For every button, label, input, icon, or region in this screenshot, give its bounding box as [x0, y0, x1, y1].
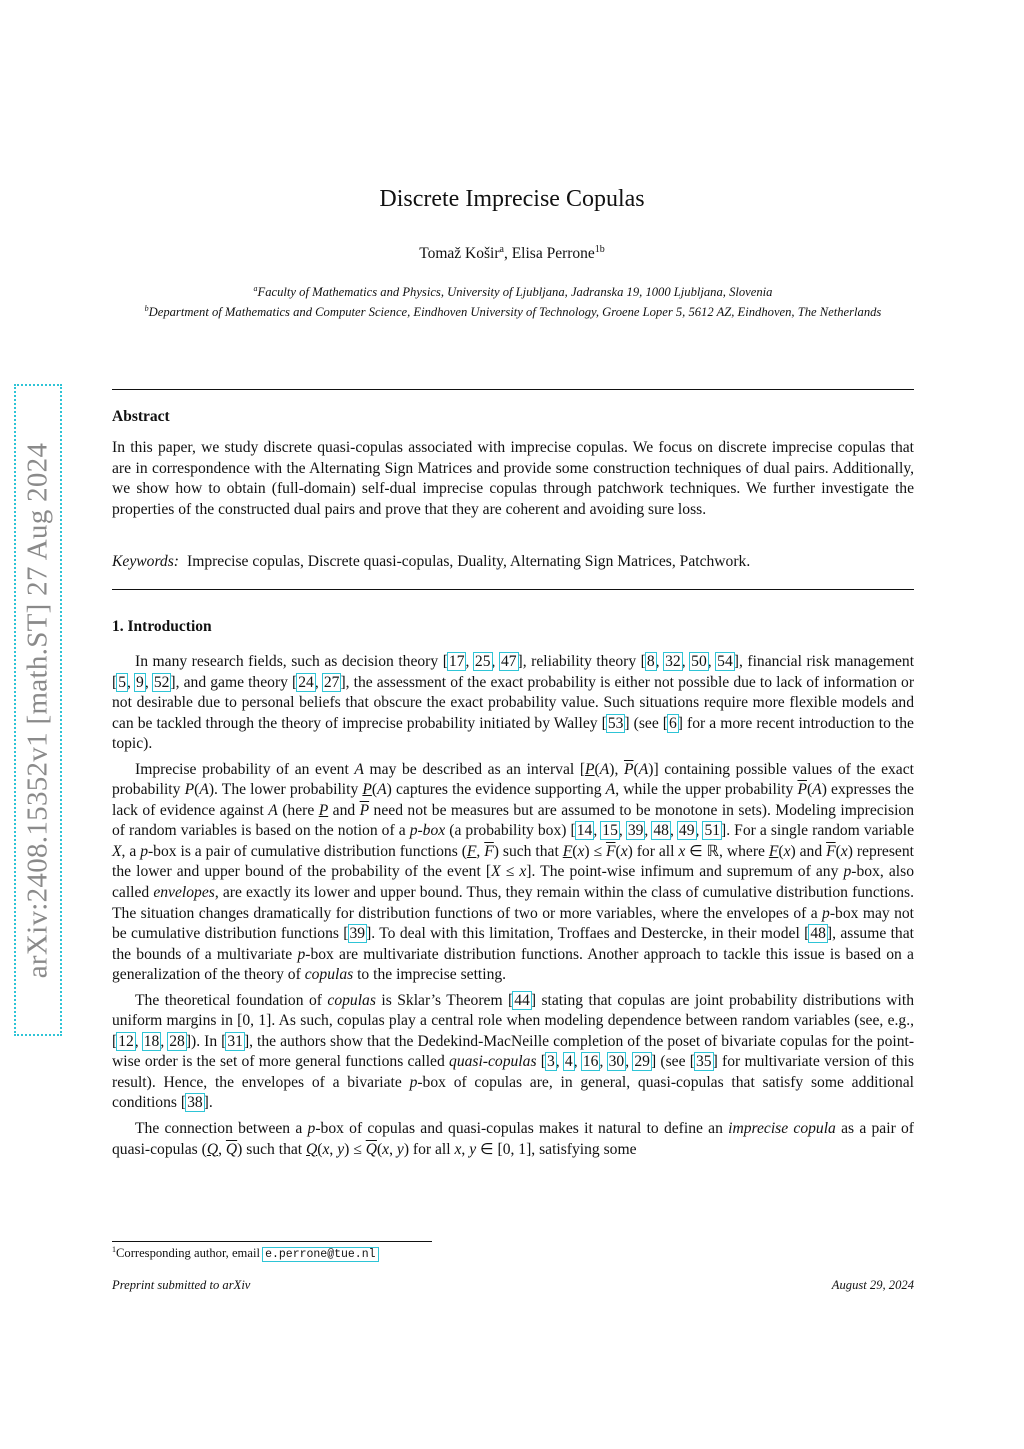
citation-link[interactable]: 51 [704, 822, 721, 840]
email-link[interactable]: e.perrone@tue.nl [265, 1248, 376, 1262]
keywords [112, 553, 914, 571]
citation-link[interactable]: 44 [514, 991, 530, 1009]
citation-link[interactable]: 39 [627, 822, 644, 840]
citation-link[interactable]: 8 [646, 653, 655, 670]
citation-link[interactable]: 24 [298, 673, 314, 691]
citation-link[interactable]: 32 [665, 653, 681, 670]
footnote-mark: 1 [112, 1245, 116, 1254]
citation-link[interactable]: 31 [227, 1032, 243, 1050]
affiliation-text: Department of Mathematics and Computer Science, Eindhoven University of Technology, Groene Loper 5, 5612 AZ, Eindhoven, The Netherlands [148, 304, 882, 319]
citation-link[interactable]: 47 [500, 653, 517, 670]
author-name: Tomaž Košir [419, 245, 500, 263]
citation-link[interactable]: 53 [607, 714, 624, 732]
arxiv-identifier-text: arXiv:2408.15352v1 [math.ST] 27 Aug 2024 [21, 442, 54, 978]
footer-date: August 29, 2024 [831, 1278, 914, 1292]
citation-link[interactable]: 4 [564, 1053, 573, 1071]
abstract-bottom-rule [112, 589, 914, 590]
citation-link[interactable]: 5 [118, 673, 126, 691]
section-heading-introduction: 1. Introduction [112, 618, 212, 635]
citation-link[interactable]: 28 [169, 1032, 185, 1050]
arxiv-identifier-stamp[interactable] [14, 384, 62, 1036]
author-affiliation-mark: a [499, 244, 504, 255]
citation-link[interactable]: 30 [608, 1053, 625, 1071]
citation-link[interactable]: 27 [323, 673, 340, 691]
citation-link[interactable]: 48 [653, 822, 669, 840]
citation-link[interactable]: 6 [669, 714, 677, 732]
citation-link[interactable]: 38 [187, 1094, 203, 1112]
citation-link[interactable]: 35 [695, 1053, 712, 1071]
paragraph: The connection between a p-box of copulas and quasi-copulas makes it natural to define an imprecise copula as a pair of quasi-copulas (Q, $\overline{Q}$) such that Q(x, $y) \le \overline{Q}(x$, y) for all x, y ∈ [0, 1], satisfying some [112, 1120, 914, 1158]
footnote-text: Corresponding author, email [116, 1246, 264, 1261]
author-affiliation-mark: 1b [594, 244, 605, 255]
citation-link[interactable]: 9 [136, 673, 144, 691]
footer-preprint-note: Preprint submitted to arXiv [112, 1278, 251, 1292]
keywords-list: Imprecise copulas, Discrete quasi-copulas, Duality, Alternating Sign Matrices, Patchwork. [187, 553, 751, 570]
citation-link[interactable]: 52 [153, 673, 170, 691]
citation-link[interactable]: 3 [546, 1053, 555, 1071]
introduction-body [112, 652, 914, 1165]
citation-link[interactable]: 50 [691, 653, 707, 670]
affiliation-a [112, 281, 914, 301]
affiliation-mark: b [144, 303, 149, 313]
author-separator: , [503, 245, 512, 263]
citation-link[interactable]: 16 [582, 1053, 599, 1071]
citation-link[interactable]: 15 [602, 822, 618, 840]
abstract-top-rule [112, 389, 914, 390]
affiliation-b [112, 301, 914, 321]
paragraph: The theoretical foundation of copulas is Sklar’s Theorem [44] stating that copulas are joint probability distributions with uniform margins in [0, 1]. As such, copulas play a central role when modeling dependence between random variables (see, e.g., [12, 18, 28]). In [31], the authors show that the Dedekind-MacNeille completion of the poset of bivariate copulas for the point-wise order is the set of more general functions called quasi-copulas [3, 4, 16, 30, 29] (see [35] for multivariate version of this result). Hence, the envelopes of a bivariate p-box of copulas are, in general, quasi-copulas that satisfy some additional conditions [38]. [112, 991, 915, 1112]
author-list [0, 244, 1024, 263]
paper-title: Discrete Imprecise Copulas [379, 186, 645, 212]
citation-link[interactable]: 29 [634, 1053, 650, 1071]
footnote-rule [112, 1241, 432, 1242]
citation-link[interactable]: 17 [448, 653, 465, 670]
affiliations [112, 281, 914, 320]
citation-link[interactable]: 14 [576, 822, 593, 840]
paragraph: In many research fields, such as decision theory [17, 25, 47], reliability theory [8, 32, 50, 54], financial risk management [5, 9, 52], and game theory [24, 27], the assessment of the exact probability is either not possible due to lack of information or not desirable due to personal beliefs that obscure the exact probability value. Such situations require more flexible models and can be tackled through the theory of imprecise probability initiated by Walley [53] (see [6] for a more recent introduction to the topic). [112, 653, 915, 753]
footnote [112, 1245, 378, 1261]
citation-link[interactable]: 48 [810, 925, 826, 943]
paragraph: Imprecise probability of an event A may be described as an interval [P(A), $\overline{P}(A)$] containing possible values of the exact probability P(A). The lower probability P(A) captures the evidence supporting A, while the upper probability $\overline{P}(A)$ expresses the lack of evidence against A (here P and $\overline{P}$ need not be measures but are assumed to be monotone in sets). Modeling imprecision of random variables is based on the notion of a p-box (a probability box) [14, 15, 39, 48, 49, 51]. For a single random variable X, a p-box is a pair of cumulative distribution functions (F, $\overline{F}$) such that $F(x) \le \overline{F}(x)$ for all x ∈ ℝ, where F(x) and $\overline{F}(x)$ represent the lower and upper bound of the probability of the event [X ≤ x]. The point-wise infimum and supremum of any p-box, also called envelopes, are exactly its lower and upper bound. Thus, they remain within the class of cumulative distribution functions. The situation changes dramatically for distribution functions of two or more variables, where the envelopes of a p-box may not be cumulative distribution functions [39]. To deal with this limitation, Troffaes and Destercke, in their model [48], assume that the bounds of a multivariate p-box are multivariate distribution functions. Another approach to tackle this issue is based on a generalization of the theory of copulas to the imprecise setting. [112, 760, 915, 984]
keywords-label: Keywords: [112, 553, 179, 570]
citation-link[interactable]: 12 [118, 1032, 134, 1050]
citation-link[interactable]: 49 [678, 822, 695, 840]
abstract-body: In this paper, we study discrete quasi-copulas associated with imprecise copulas. We focus on discrete imprecise copulas that are in correspondence with the Alternating Sign Matrices and provide some construction techniques of dual pairs. Additionally, we show how to obtain (full-domain) self-dual imprecise copulas through patchwork techniques. We further investigate the properties of the constructed dual pairs and prove that they are coherent and avoiding sure loss. [112, 439, 914, 518]
affiliation-mark: a [253, 284, 258, 293]
abstract-heading: Abstract [112, 408, 170, 425]
citation-link[interactable]: 18 [143, 1032, 160, 1050]
citation-link[interactable]: 39 [349, 925, 366, 943]
citation-link[interactable]: 25 [474, 653, 491, 670]
author-name: Elisa Perrone [511, 245, 595, 263]
citation-link[interactable]: 54 [717, 653, 733, 670]
affiliation-text: Faculty of Mathematics and Physics, University of Ljubljana, Jadranska 19, 1000 Ljubljana, Slovenia [257, 285, 773, 300]
